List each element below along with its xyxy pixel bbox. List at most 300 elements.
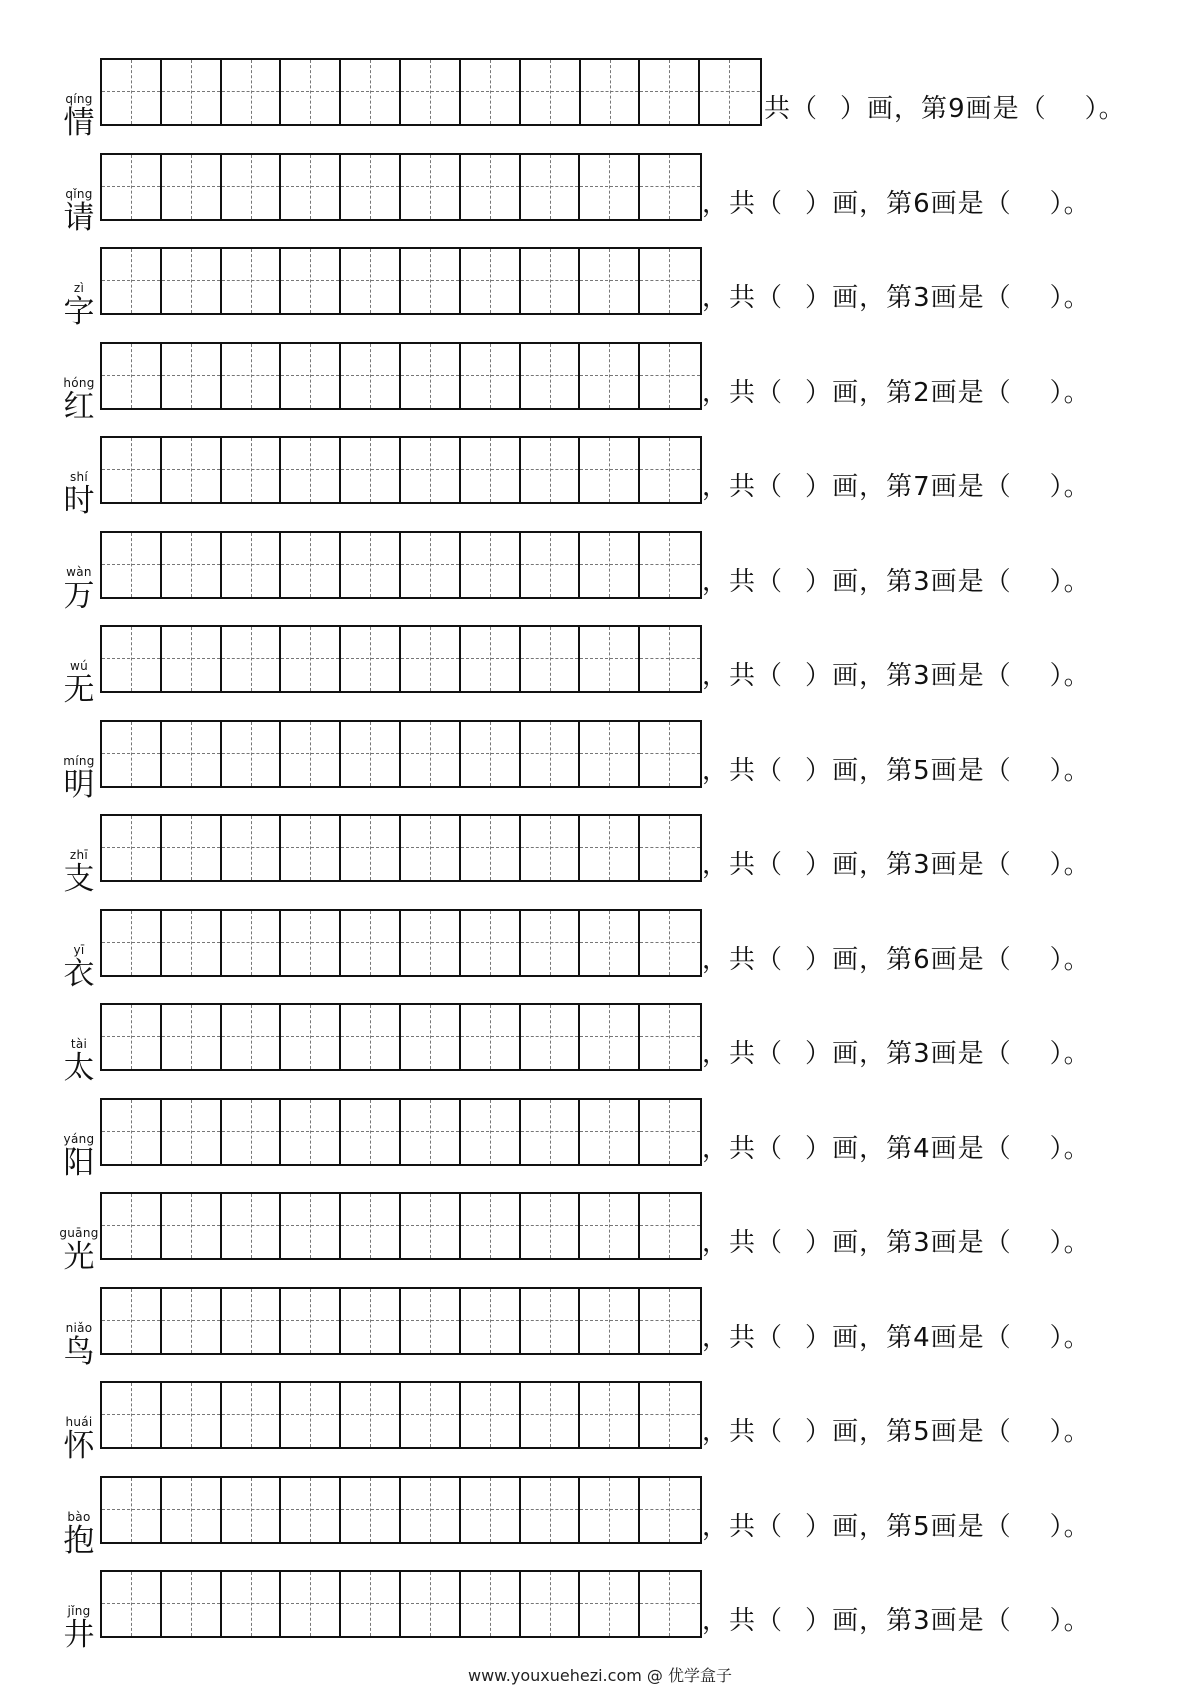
- writing-cell[interactable]: [281, 344, 341, 408]
- writing-cell[interactable]: [401, 1478, 461, 1542]
- writing-cell[interactable]: [222, 816, 282, 880]
- question-tail: 画是（: [965, 94, 1047, 124]
- writing-cell[interactable]: [640, 533, 700, 597]
- stroke-index: 5: [913, 1417, 931, 1447]
- tianzige-grid[interactable]: [100, 531, 702, 599]
- writing-cell[interactable]: [222, 911, 282, 975]
- writing-cell[interactable]: [102, 1005, 162, 1069]
- stroke-question: [702, 1132, 1091, 1166]
- worksheet-row: [0, 430, 1200, 524]
- character-text: 无: [63, 672, 95, 708]
- worksheet-row: [0, 336, 1200, 430]
- stroke-count-close-paren: ）: [840, 94, 868, 124]
- pinyin-text: niǎo: [65, 1320, 93, 1335]
- character-text: 请: [63, 199, 95, 236]
- worksheet-row: [0, 1281, 1200, 1375]
- writing-cell[interactable]: [162, 1383, 222, 1447]
- writing-cell[interactable]: [162, 1289, 222, 1353]
- question-close: ）。: [1049, 944, 1091, 975]
- question-hua: 画，第: [832, 472, 914, 502]
- writing-cell[interactable]: [401, 1289, 461, 1353]
- tianzige-grid[interactable]: [100, 436, 702, 504]
- stroke-index: 3: [913, 1039, 931, 1069]
- writing-cell[interactable]: [401, 60, 461, 124]
- pinyin-text: hóng: [63, 375, 95, 390]
- stroke-index: 3: [913, 850, 931, 880]
- writing-cell[interactable]: [102, 533, 162, 597]
- pinyin-text: qǐng: [65, 186, 93, 201]
- writing-cell[interactable]: [640, 60, 700, 124]
- character-text: 抱: [63, 1522, 95, 1559]
- character-text: 太: [63, 1050, 95, 1086]
- writing-cell[interactable]: [281, 1289, 341, 1353]
- writing-cell[interactable]: [102, 722, 162, 786]
- stroke-count-open-paren: （: [756, 1039, 784, 1069]
- stroke-question: [702, 848, 1091, 882]
- char-label: [56, 943, 102, 991]
- tianzige-grid[interactable]: [100, 720, 702, 788]
- writing-cell[interactable]: [102, 438, 162, 502]
- tianzige-grid[interactable]: [100, 909, 702, 977]
- writing-cell[interactable]: [341, 60, 401, 124]
- question-gong: 共: [729, 1039, 757, 1069]
- writing-cell[interactable]: [580, 1289, 640, 1353]
- stroke-count-open-paren: （: [756, 1322, 784, 1353]
- question-comma: ，: [702, 1322, 730, 1353]
- writing-cell[interactable]: [580, 1005, 640, 1069]
- pinyin-text: guāng: [59, 1226, 99, 1240]
- writing-cell[interactable]: [521, 249, 581, 313]
- stroke-count-close-paren: ）: [805, 188, 833, 219]
- question-close: ）。: [1049, 377, 1091, 408]
- writing-cell[interactable]: [640, 438, 700, 502]
- writing-cell[interactable]: [700, 60, 760, 124]
- writing-cell[interactable]: [162, 249, 222, 313]
- question-hua: 画，第: [832, 1511, 914, 1542]
- writing-cell[interactable]: [281, 438, 341, 502]
- stroke-count-open-paren: （: [756, 661, 784, 691]
- stroke-count-close-paren: ）: [805, 755, 833, 786]
- character-text: 万: [63, 577, 95, 614]
- stroke-count-close-paren: ）: [805, 1228, 833, 1258]
- writing-cell[interactable]: [162, 344, 222, 408]
- pinyin-text: zhī: [69, 848, 89, 862]
- question-tail: 画是（: [930, 566, 1012, 597]
- stroke-index: 9: [948, 94, 966, 124]
- question-tail: 画是（: [930, 1039, 1012, 1069]
- writing-cell[interactable]: [401, 155, 461, 219]
- question-gong: 共: [729, 377, 757, 408]
- question-close: ）。: [1049, 661, 1091, 691]
- writing-cell[interactable]: [162, 438, 222, 502]
- writing-cell[interactable]: [461, 1100, 521, 1164]
- writing-cell[interactable]: [281, 816, 341, 880]
- writing-cell[interactable]: [401, 1005, 461, 1069]
- tianzige-grid[interactable]: [100, 342, 702, 410]
- writing-cell[interactable]: [401, 1194, 461, 1258]
- writing-cell[interactable]: [341, 155, 401, 219]
- worksheet-row: [0, 903, 1200, 997]
- writing-cell[interactable]: [580, 533, 640, 597]
- writing-cell[interactable]: [222, 344, 282, 408]
- stroke-count-close-paren: ）: [805, 377, 833, 408]
- question-comma: ，: [702, 1039, 730, 1069]
- writing-cell[interactable]: [401, 533, 461, 597]
- writing-cell[interactable]: [640, 1100, 700, 1164]
- writing-cell[interactable]: [102, 1478, 162, 1542]
- stroke-question: [702, 281, 1091, 315]
- writing-cell[interactable]: [640, 722, 700, 786]
- stroke-index: 3: [913, 1228, 931, 1258]
- writing-cell[interactable]: [580, 249, 640, 313]
- writing-cell[interactable]: [162, 155, 222, 219]
- writing-cell[interactable]: [222, 155, 282, 219]
- writing-cell[interactable]: [521, 1572, 581, 1636]
- question-hua: 画，第: [832, 661, 914, 691]
- writing-cell[interactable]: [281, 722, 341, 786]
- question-tail: 画是（: [930, 1511, 1012, 1542]
- writing-cell[interactable]: [401, 627, 461, 691]
- question-hua: 画，第: [832, 1417, 914, 1447]
- char-label: [56, 1510, 102, 1558]
- writing-cell[interactable]: [222, 1005, 282, 1069]
- writing-cell[interactable]: [461, 722, 521, 786]
- pinyin-text: qíng: [65, 92, 93, 106]
- stroke-count-open-paren: （: [791, 94, 819, 124]
- question-comma: ，: [702, 661, 730, 691]
- question-hua: 画，第: [832, 1322, 914, 1353]
- writing-cell[interactable]: [102, 1100, 162, 1164]
- writing-cell[interactable]: [640, 249, 700, 313]
- writing-cell[interactable]: [401, 1572, 461, 1636]
- writing-cell[interactable]: [162, 816, 222, 880]
- stroke-count-close-paren: ）: [805, 1417, 833, 1447]
- writing-cell[interactable]: [640, 1572, 700, 1636]
- writing-cell[interactable]: [222, 533, 282, 597]
- writing-cell[interactable]: [222, 1478, 282, 1542]
- writing-cell[interactable]: [401, 438, 461, 502]
- writing-cell[interactable]: [521, 1383, 581, 1447]
- writing-cell[interactable]: [640, 1478, 700, 1542]
- writing-cell[interactable]: [461, 1005, 521, 1069]
- writing-cell[interactable]: [162, 1572, 222, 1636]
- writing-cell[interactable]: [640, 344, 700, 408]
- tianzige-grid[interactable]: [100, 1003, 702, 1071]
- question-gong: 共: [729, 755, 757, 786]
- writing-cell[interactable]: [640, 1383, 700, 1447]
- stroke-question: [702, 1321, 1091, 1355]
- stroke-index: 2: [913, 377, 931, 408]
- writing-cell[interactable]: [341, 1478, 401, 1542]
- writing-cell[interactable]: [281, 1100, 341, 1164]
- writing-cell[interactable]: [341, 1194, 401, 1258]
- writing-cell[interactable]: [102, 60, 162, 124]
- tianzige-grid[interactable]: [100, 247, 702, 315]
- stroke-question: [702, 943, 1091, 977]
- writing-cell[interactable]: [162, 627, 222, 691]
- tianzige-grid[interactable]: [100, 153, 702, 221]
- writing-cell[interactable]: [341, 911, 401, 975]
- writing-cell[interactable]: [102, 1572, 162, 1636]
- writing-cell[interactable]: [401, 344, 461, 408]
- writing-cell[interactable]: [341, 1005, 401, 1069]
- writing-cell[interactable]: [162, 60, 222, 124]
- question-tail: 画是（: [930, 850, 1012, 880]
- writing-cell[interactable]: [521, 155, 581, 219]
- writing-cell[interactable]: [640, 155, 700, 219]
- tianzige-grid[interactable]: [100, 1570, 702, 1638]
- writing-cell[interactable]: [281, 249, 341, 313]
- writing-cell[interactable]: [222, 1572, 282, 1636]
- writing-cell[interactable]: [102, 1289, 162, 1353]
- tianzige-grid[interactable]: [100, 814, 702, 882]
- writing-cell[interactable]: [281, 1478, 341, 1542]
- stroke-question: [702, 470, 1091, 504]
- writing-cell[interactable]: [401, 249, 461, 313]
- stroke-count-close-paren: ）: [805, 1511, 833, 1542]
- question-gong: 共: [729, 661, 757, 691]
- stroke-count-open-paren: （: [756, 1417, 784, 1447]
- writing-cell[interactable]: [281, 1194, 341, 1258]
- writing-cell[interactable]: [461, 911, 521, 975]
- pinyin-text: shí: [69, 470, 89, 484]
- question-tail: 画是（: [930, 1322, 1012, 1353]
- question-tail: 画是（: [930, 188, 1012, 219]
- writing-cell[interactable]: [461, 1289, 521, 1353]
- writing-cell[interactable]: [102, 1194, 162, 1258]
- character-text: 鸟: [63, 1333, 95, 1370]
- writing-cell[interactable]: [341, 816, 401, 880]
- writing-cell[interactable]: [521, 1289, 581, 1353]
- writing-cell[interactable]: [341, 1572, 401, 1636]
- tianzige-grid[interactable]: [100, 625, 702, 693]
- writing-cell[interactable]: [162, 1005, 222, 1069]
- writing-cell[interactable]: [521, 1194, 581, 1258]
- writing-cell[interactable]: [640, 816, 700, 880]
- writing-cell[interactable]: [580, 1478, 640, 1542]
- writing-cell[interactable]: [461, 1478, 521, 1542]
- writing-cell[interactable]: [102, 344, 162, 408]
- writing-cell[interactable]: [162, 1100, 222, 1164]
- question-tail: 画是（: [930, 377, 1012, 408]
- stroke-index: 6: [913, 944, 931, 975]
- stroke-count-open-paren: （: [756, 472, 784, 502]
- stroke-question: [702, 1037, 1091, 1071]
- writing-cell[interactable]: [401, 816, 461, 880]
- writing-cell[interactable]: [281, 60, 341, 124]
- writing-cell[interactable]: [341, 627, 401, 691]
- writing-cell[interactable]: [581, 60, 641, 124]
- writing-cell[interactable]: [461, 533, 521, 597]
- character-text: 光: [63, 1239, 95, 1275]
- character-text: 字: [63, 294, 95, 330]
- tianzige-grid[interactable]: [100, 1381, 702, 1449]
- writing-cell[interactable]: [461, 60, 521, 124]
- stroke-count-close-paren: ）: [805, 566, 833, 597]
- question-close: ）。: [1049, 1511, 1091, 1542]
- question-comma: ，: [702, 755, 730, 786]
- writing-cell[interactable]: [222, 627, 282, 691]
- pinyin-text: yáng: [63, 1131, 95, 1146]
- tianzige-grid[interactable]: [100, 1098, 702, 1166]
- writing-cell[interactable]: [461, 1383, 521, 1447]
- writing-cell[interactable]: [640, 627, 700, 691]
- writing-cell[interactable]: [341, 533, 401, 597]
- writing-cell[interactable]: [102, 627, 162, 691]
- writing-cell[interactable]: [580, 438, 640, 502]
- writing-cell[interactable]: [102, 911, 162, 975]
- stroke-index: 4: [913, 1322, 931, 1353]
- writing-cell[interactable]: [162, 911, 222, 975]
- stroke-count-open-paren: （: [756, 1133, 784, 1164]
- writing-cell[interactable]: [162, 533, 222, 597]
- char-label: [56, 1037, 102, 1085]
- pinyin-text: wú: [69, 659, 89, 673]
- writing-cell[interactable]: [521, 344, 581, 408]
- writing-cell[interactable]: [461, 155, 521, 219]
- writing-cell[interactable]: [521, 533, 581, 597]
- writing-cell[interactable]: [580, 1194, 640, 1258]
- writing-cell[interactable]: [640, 911, 700, 975]
- writing-cell[interactable]: [580, 155, 640, 219]
- writing-cell[interactable]: [461, 249, 521, 313]
- writing-cell[interactable]: [281, 1383, 341, 1447]
- tianzige-grid[interactable]: [100, 1287, 702, 1355]
- writing-cell[interactable]: [102, 155, 162, 219]
- writing-cell[interactable]: [102, 816, 162, 880]
- question-gong: 共: [729, 1511, 757, 1542]
- writing-cell[interactable]: [162, 1194, 222, 1258]
- stroke-count-close-paren: ）: [805, 1133, 833, 1164]
- writing-cell[interactable]: [401, 911, 461, 975]
- writing-cell[interactable]: [281, 1572, 341, 1636]
- stroke-index: 6: [913, 188, 931, 219]
- writing-cell[interactable]: [580, 722, 640, 786]
- character-text: 红: [63, 388, 95, 425]
- writing-cell[interactable]: [521, 816, 581, 880]
- writing-cell[interactable]: [401, 722, 461, 786]
- writing-cell[interactable]: [580, 911, 640, 975]
- writing-cell[interactable]: [281, 533, 341, 597]
- question-gong: 共: [729, 283, 757, 313]
- writing-cell[interactable]: [580, 627, 640, 691]
- writing-cell[interactable]: [401, 1383, 461, 1447]
- pinyin-text: míng: [63, 753, 95, 768]
- writing-cell[interactable]: [222, 1383, 282, 1447]
- char-label: [56, 659, 102, 707]
- question-close: ）。: [1049, 1606, 1091, 1636]
- writing-cell[interactable]: [222, 1100, 282, 1164]
- writing-cell[interactable]: [222, 249, 282, 313]
- writing-cell[interactable]: [640, 1289, 700, 1353]
- writing-cell[interactable]: [281, 627, 341, 691]
- stroke-index: 3: [913, 1606, 931, 1636]
- writing-cell[interactable]: [281, 1005, 341, 1069]
- writing-cell[interactable]: [461, 438, 521, 502]
- writing-cell[interactable]: [580, 1100, 640, 1164]
- char-label: [56, 1415, 102, 1463]
- writing-cell[interactable]: [102, 249, 162, 313]
- writing-cell[interactable]: [461, 1572, 521, 1636]
- writing-cell[interactable]: [640, 1194, 700, 1258]
- tianzige-grid[interactable]: [100, 1192, 702, 1260]
- writing-cell[interactable]: [521, 60, 581, 124]
- writing-cell[interactable]: [222, 1194, 282, 1258]
- writing-cell[interactable]: [341, 438, 401, 502]
- writing-cell[interactable]: [521, 1478, 581, 1542]
- character-text: 衣: [63, 955, 95, 992]
- writing-cell[interactable]: [521, 1005, 581, 1069]
- question-close: ）。: [1049, 1039, 1091, 1069]
- writing-cell[interactable]: [341, 249, 401, 313]
- writing-cell[interactable]: [580, 1572, 640, 1636]
- writing-cell[interactable]: [222, 60, 282, 124]
- writing-cell[interactable]: [341, 1289, 401, 1353]
- writing-cell[interactable]: [341, 344, 401, 408]
- writing-cell[interactable]: [341, 1100, 401, 1164]
- writing-cell[interactable]: [521, 722, 581, 786]
- writing-cell[interactable]: [461, 1194, 521, 1258]
- writing-cell[interactable]: [401, 1100, 461, 1164]
- character-text: 阳: [63, 1144, 95, 1181]
- stroke-count-open-paren: （: [756, 944, 784, 975]
- stroke-count-open-paren: （: [756, 1228, 784, 1258]
- writing-cell[interactable]: [281, 911, 341, 975]
- question-gong: 共: [729, 1228, 757, 1258]
- character-text: 情: [63, 105, 95, 141]
- tianzige-grid[interactable]: [100, 1476, 702, 1544]
- question-tail: 画是（: [930, 1133, 1012, 1164]
- writing-cell[interactable]: [461, 344, 521, 408]
- footer-credit: www.youxuehezi.com @ 优学盒子: [468, 1666, 732, 1685]
- writing-cell[interactable]: [341, 1383, 401, 1447]
- writing-cell[interactable]: [222, 722, 282, 786]
- writing-cell[interactable]: [580, 1383, 640, 1447]
- stroke-count-open-paren: （: [756, 283, 784, 313]
- writing-cell[interactable]: [281, 155, 341, 219]
- writing-cell[interactable]: [461, 627, 521, 691]
- stroke-count-close-paren: ）: [805, 944, 833, 975]
- writing-cell[interactable]: [521, 1100, 581, 1164]
- writing-cell[interactable]: [461, 816, 521, 880]
- character-text: 时: [63, 483, 95, 519]
- writing-cell[interactable]: [521, 438, 581, 502]
- tianzige-grid[interactable]: [100, 58, 762, 126]
- writing-cell[interactable]: [521, 627, 581, 691]
- char-label: [56, 376, 102, 424]
- stroke-count-close-paren: ）: [805, 283, 833, 313]
- worksheet-row: [0, 147, 1200, 241]
- writing-cell[interactable]: [162, 722, 222, 786]
- writing-cell[interactable]: [640, 1005, 700, 1069]
- writing-cell[interactable]: [102, 1383, 162, 1447]
- writing-cell[interactable]: [580, 816, 640, 880]
- worksheet-row: [0, 1092, 1200, 1186]
- worksheet-row: [0, 241, 1200, 335]
- writing-cell[interactable]: [521, 911, 581, 975]
- question-close: ）。: [1049, 283, 1091, 313]
- writing-cell[interactable]: [341, 722, 401, 786]
- writing-cell[interactable]: [222, 1289, 282, 1353]
- question-comma: ，: [702, 1606, 730, 1636]
- writing-cell[interactable]: [580, 344, 640, 408]
- question-gong: 共: [729, 1133, 757, 1164]
- writing-cell[interactable]: [162, 1478, 222, 1542]
- question-gong: 共: [729, 472, 757, 502]
- char-label: [56, 565, 102, 613]
- pinyin-text: jǐng: [67, 1604, 91, 1618]
- writing-cell[interactable]: [222, 438, 282, 502]
